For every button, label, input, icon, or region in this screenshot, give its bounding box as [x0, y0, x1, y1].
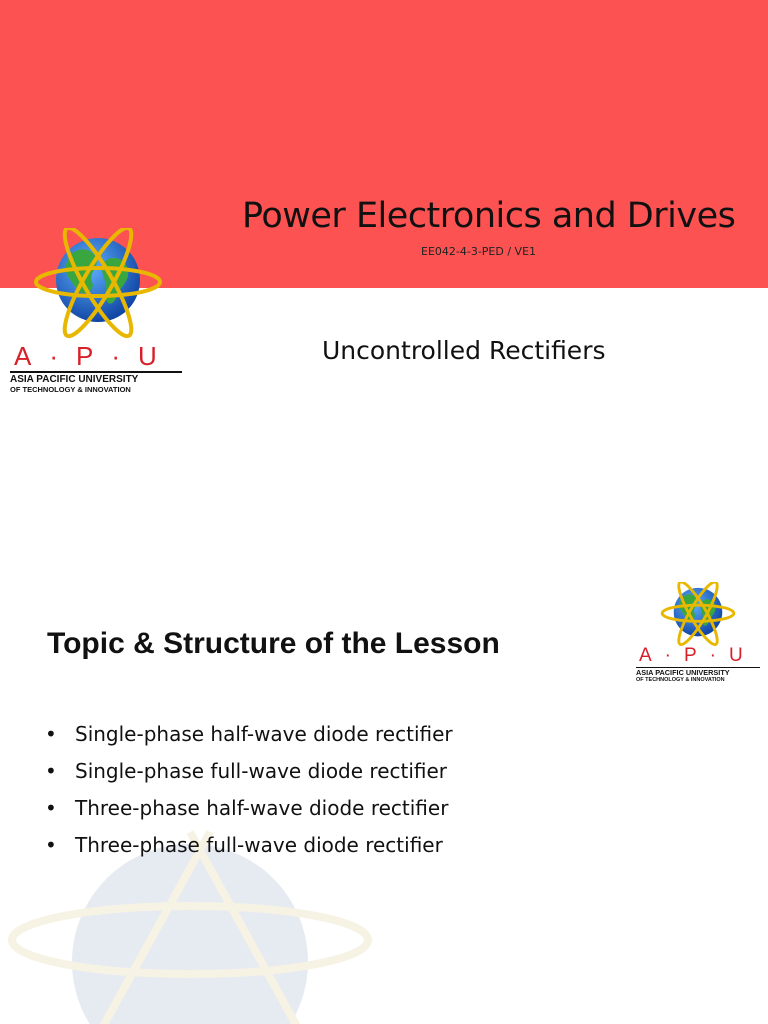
list-item — [45, 753, 453, 790]
logo-divider — [10, 371, 182, 373]
bullet-icon: • — [45, 796, 57, 820]
slide-subtitle: Uncontrolled Rectifiers — [322, 336, 606, 365]
bullet-icon: • — [45, 722, 57, 746]
logo-line1: ASIA PACIFIC UNIVERSITY — [10, 374, 139, 385]
list-item-label: Three-phase full-wave diode rectifier — [75, 833, 443, 857]
list-item — [45, 790, 453, 827]
apu-logo-small-text — [636, 646, 760, 684]
logo-line2: OF TECHNOLOGY & INNOVATION — [636, 677, 725, 683]
topic-list — [45, 716, 453, 864]
list-item-label: Single-phase half-wave diode rectifier — [75, 722, 453, 746]
logo-line2: OF TECHNOLOGY & INNOVATION — [10, 385, 131, 394]
slide-title: Power Electronics and Drives — [242, 196, 736, 236]
lesson-heading: Topic & Structure of the Lesson — [47, 627, 500, 660]
list-item — [45, 716, 453, 753]
bullet-icon: • — [45, 833, 57, 857]
logo-letters: A·P·U — [14, 341, 175, 371]
list-item-label: Three-phase half-wave diode rectifier — [75, 796, 449, 820]
list-item-label: Single-phase full-wave diode rectifier — [75, 759, 448, 783]
list-item — [45, 827, 453, 864]
bullet-icon: • — [45, 759, 57, 783]
content-slide — [0, 512, 768, 1024]
logo-line1: ASIA PACIFIC UNIVERSITY — [636, 668, 730, 677]
course-code: EE042-4-3-PED / VE1 — [421, 245, 537, 258]
logo-letters: A·P·U — [639, 645, 756, 666]
apu-logo-text — [10, 342, 182, 394]
